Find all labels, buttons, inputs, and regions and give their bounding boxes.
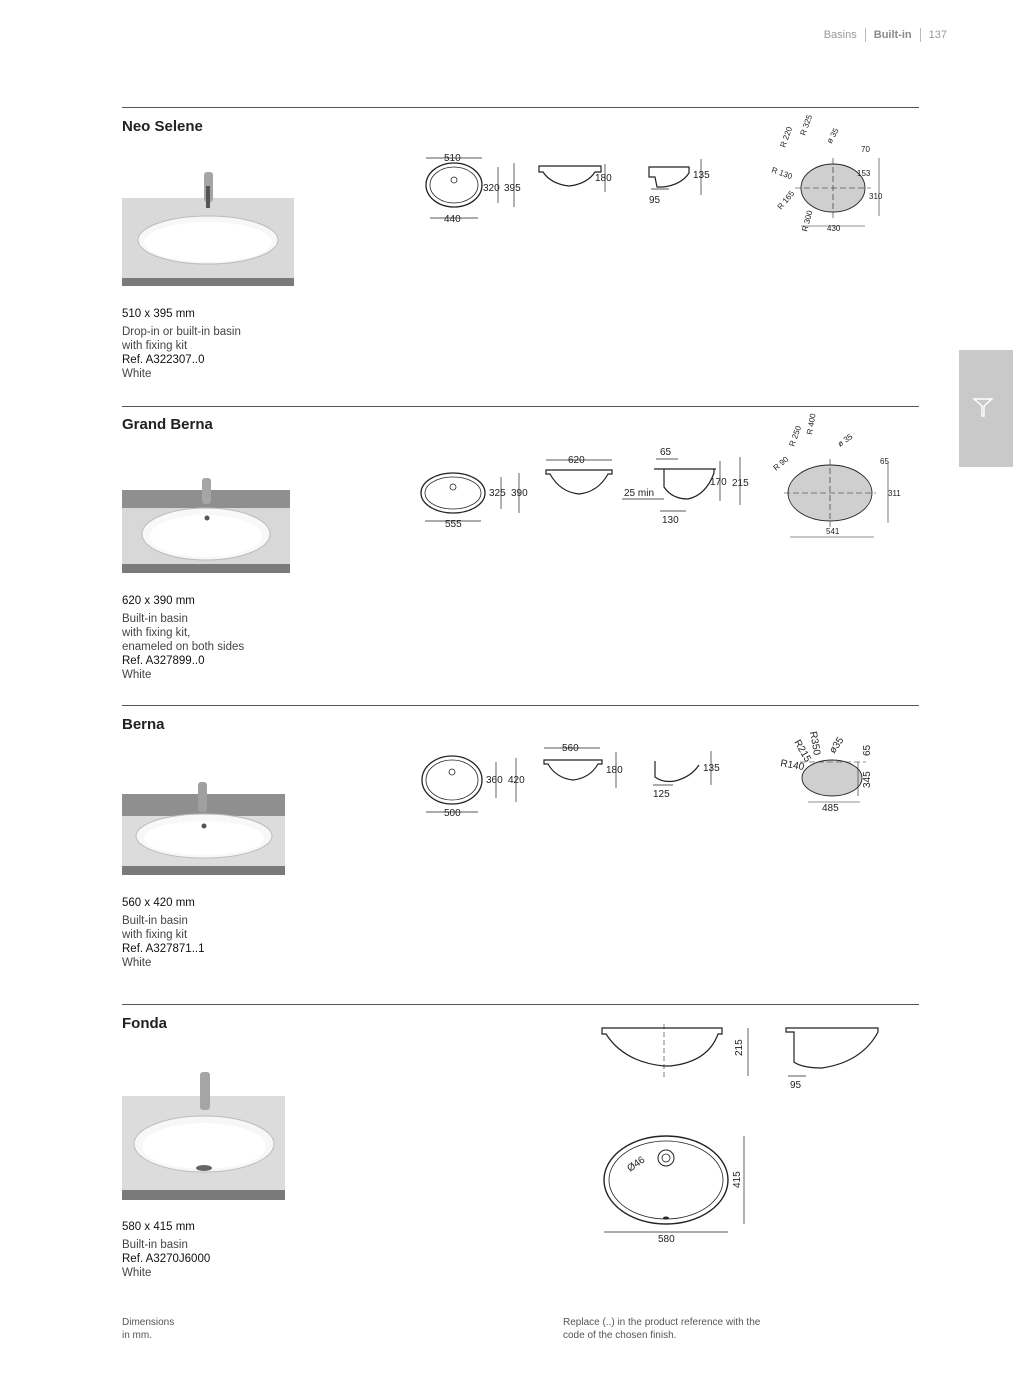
product-finish: White: [122, 669, 152, 681]
dim-label: 65: [660, 447, 672, 458]
footer-line: in mm.: [122, 1330, 152, 1341]
dim-label: 25 min: [624, 488, 655, 499]
product-finish: White: [122, 957, 152, 969]
plan-drawing: [420, 150, 530, 230]
dim-label: 65: [880, 457, 889, 466]
plan-drawing: [600, 1132, 752, 1247]
product-photo: [122, 1070, 285, 1200]
dim-label: ø 35: [835, 432, 855, 449]
description-line: enameled on both sides: [122, 641, 245, 653]
subsection-label: Built-in: [873, 29, 912, 41]
product-photo: [122, 478, 290, 573]
dim-label: 95: [649, 195, 661, 206]
dim-label: 135: [693, 170, 710, 181]
product-photo: [122, 170, 294, 286]
basin-icon: [971, 394, 995, 418]
dim-label: 420: [508, 775, 525, 786]
description-line: Built-in basin: [122, 613, 188, 625]
dim-label: 95: [790, 1080, 802, 1091]
cutout-template: [770, 412, 905, 545]
product-specs: [122, 896, 342, 970]
side-drawing: [645, 155, 720, 205]
dim-label: 555: [445, 519, 462, 530]
dim-label: 125: [653, 789, 670, 800]
footer-line: code of the chosen finish.: [563, 1330, 677, 1341]
dim-label: R 250: [787, 424, 804, 448]
dim-label: 345: [862, 771, 873, 788]
dim-label: 415: [732, 1171, 743, 1188]
plan-drawing: [418, 750, 530, 825]
front-drawing: [535, 158, 620, 198]
front-drawing: [598, 1022, 758, 1082]
dim-label: ø 35: [824, 126, 841, 145]
header-divider: [865, 28, 866, 42]
section-label: Basins: [823, 29, 857, 41]
dim-label: 395: [504, 183, 521, 194]
dim-label: R 300: [800, 209, 815, 233]
dim-label: R 220: [778, 125, 795, 149]
description-line: Built-in basin: [122, 1239, 188, 1251]
dim-label: 310: [869, 192, 883, 201]
page-number: 137: [928, 29, 947, 41]
dim-label: 311: [888, 489, 901, 498]
header-divider: [920, 28, 921, 42]
description-line: with fixing kit: [122, 340, 188, 352]
dim-label: 170: [710, 477, 727, 488]
dim-label: 180: [595, 173, 612, 184]
dim-label: 620: [568, 455, 585, 466]
dim-label: R140: [779, 758, 805, 774]
section-divider: [122, 705, 919, 706]
product-finish: White: [122, 368, 152, 380]
dim-label: 325: [489, 488, 506, 499]
description-line: Drop-in or built-in basin: [122, 326, 241, 338]
product-size: 510 x 395 mm: [122, 308, 195, 320]
description-line: with fixing kit,: [122, 627, 191, 639]
product-ref: Ref. A3270J6000: [122, 1253, 211, 1265]
dim-label: ø35: [827, 735, 847, 756]
product-ref: Ref. A327871..1: [122, 943, 205, 955]
product-specs: [122, 594, 342, 682]
chapter-tab[interactable]: [959, 350, 1013, 467]
footer-line: Dimensions: [122, 1317, 175, 1328]
dim-label: 130: [662, 515, 679, 526]
dim-label: 510: [444, 153, 461, 164]
dim-label: 360: [486, 775, 503, 786]
dim-label: 485: [822, 803, 839, 814]
section-divider: [122, 107, 919, 108]
dim-label: 541: [826, 527, 840, 536]
dim-label: 440: [444, 214, 461, 225]
product-photo: [122, 780, 285, 875]
description-line: Built-in basin: [122, 915, 188, 927]
dim-label: R 400: [805, 412, 818, 436]
dim-label: 500: [444, 808, 461, 819]
product-specs: [122, 1220, 342, 1280]
product-title: Fonda: [122, 1015, 167, 1032]
cutout-template: [780, 728, 880, 818]
side-drawing: [620, 443, 755, 528]
dim-label: 580: [658, 1234, 675, 1245]
plan-drawing: [415, 465, 530, 535]
dim-label: 560: [562, 743, 579, 754]
dim-label: 215: [734, 1039, 745, 1056]
side-drawing: [645, 745, 725, 800]
dim-label: R 165: [775, 189, 797, 212]
dim-label: R 325: [798, 113, 815, 137]
description-line: with fixing kit: [122, 929, 188, 941]
product-finish: White: [122, 1267, 152, 1279]
product-specs: [122, 307, 342, 381]
dim-label: 390: [511, 488, 528, 499]
product-size: 560 x 420 mm: [122, 897, 195, 909]
product-title: Neo Selene: [122, 118, 203, 135]
product-ref: Ref. A322307..0: [122, 354, 205, 366]
footer-line: Replace (..) in the product reference with the: [563, 1317, 761, 1328]
dim-label: 153: [857, 169, 871, 178]
dim-label: Ø46: [625, 1154, 648, 1175]
front-drawing: [540, 740, 630, 795]
section-divider: [122, 406, 919, 407]
dim-label: 180: [606, 765, 623, 776]
dim-label: R 90: [771, 454, 791, 473]
footer-note-right: [563, 1316, 760, 1342]
dim-label: 320: [483, 183, 500, 194]
product-title: Berna: [122, 716, 165, 733]
footer-note-left: [122, 1316, 174, 1342]
section-divider: [122, 1004, 919, 1005]
front-drawing: [540, 450, 620, 505]
dim-label: R350: [807, 730, 823, 757]
dim-label: R 130: [770, 165, 794, 182]
product-ref: Ref. A327899..0: [122, 655, 205, 667]
dim-label: 70: [861, 145, 870, 154]
dim-label: R215: [791, 738, 813, 765]
dim-label: 215: [732, 478, 749, 489]
product-title: Grand Berna: [122, 416, 213, 433]
page-header: [824, 28, 947, 42]
product-size: 620 x 390 mm: [122, 595, 195, 607]
cutout-template: [765, 113, 890, 238]
dim-label: 65: [862, 744, 873, 756]
side-drawing: [782, 1022, 882, 1092]
dim-label: 135: [703, 763, 720, 774]
product-size: 580 x 415 mm: [122, 1221, 195, 1233]
dim-label: 430: [827, 224, 841, 233]
